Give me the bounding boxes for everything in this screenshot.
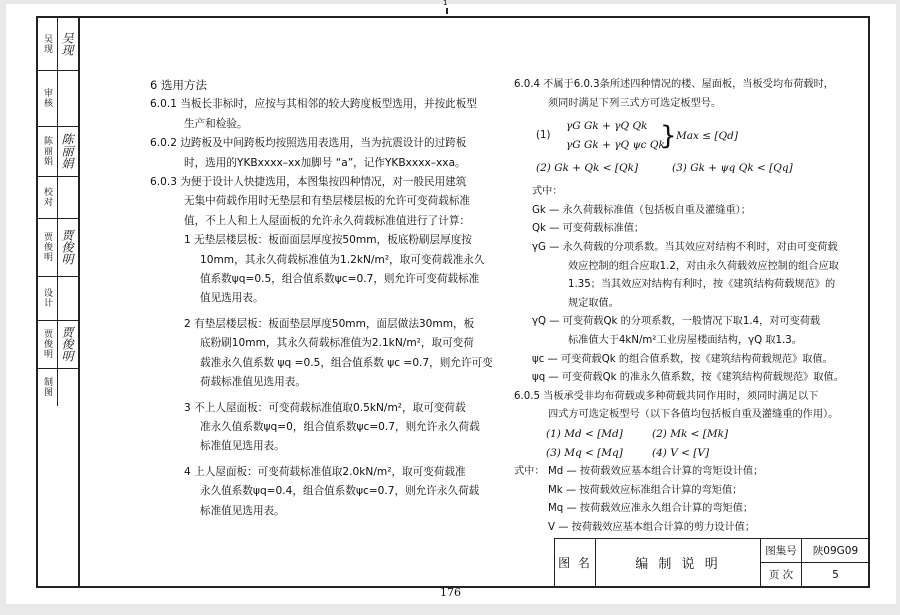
definition: γG — 永久荷载的分项系数。当其效应对结构不利时，对由可变荷载 xyxy=(532,241,838,253)
formula-line: γG Gk + γQ Qk xyxy=(566,120,648,133)
title-name-label: 图 名 xyxy=(555,539,596,587)
definition: ψc — 可变荷载Qk 的组合值系数，按《建筑结构荷载规范》取值。 xyxy=(532,353,833,365)
sidebar-label: 吴现 xyxy=(38,18,58,70)
sidebar-row xyxy=(38,320,78,369)
definition: Gk — 永久荷载标准值（包括板自重及灌缝重）； xyxy=(532,204,751,216)
page-number: 176 xyxy=(440,586,461,599)
sidebar-row xyxy=(38,218,78,277)
list-item-text: 10mm，其永久荷载标准值为1.2kN/m²，取可变荷载准永久 xyxy=(200,253,485,266)
formula-row xyxy=(514,159,864,179)
definitions-2 xyxy=(514,463,864,537)
clause-text: 四式方可选定板型号（以下各值均包括板自重及灌缝重的作用）。 xyxy=(548,409,839,421)
list-item: 1 无垫层楼层板：板面面层厚度按50mm，板底粉刷层厚度按 xyxy=(184,234,472,247)
sidebar-row xyxy=(38,126,78,177)
sidebar-label: 贾俊明 xyxy=(38,218,58,276)
clause-6-0-2: 6.0.2 边跨板及中间跨板均按照选用表选用，当为抗震设计的过跨板 xyxy=(150,137,467,150)
top-mark: 1 xyxy=(443,0,448,7)
list-item-text: 准永久值系数ψq=0，组合值系数ψc=0.7，则允许永久荷载 xyxy=(200,420,480,433)
where-label: 式中： xyxy=(514,465,545,477)
signature xyxy=(57,176,78,218)
list-item-text: 荷载标准值见选用表。 xyxy=(200,376,306,389)
clause-text: 须同时满足下列三式方可选定板型号。 xyxy=(548,97,722,109)
list-item-text: 标准值见选用表。 xyxy=(200,504,285,517)
left-column xyxy=(150,76,495,521)
sidebar-label: 审核 xyxy=(38,70,58,126)
clause-text: 无集中荷载作用时无垫层和有垫层楼层板的允许可变荷载标准 xyxy=(184,195,471,208)
formula-number: (1) xyxy=(536,130,551,142)
definition-text: 标准值大于4kN/m²工业房屋楼面结构，γQ 取1.3。 xyxy=(568,334,802,346)
where-label: 式中： xyxy=(532,186,563,198)
signature xyxy=(57,70,78,126)
atlas-label: 图集号 xyxy=(761,539,802,563)
definition: ψq — 可变荷载Qk 的准永久值系数，按《建筑结构荷载规范》取值。 xyxy=(532,372,844,384)
sidebar-label: 制图 xyxy=(38,368,58,406)
drawing-sheet xyxy=(6,4,896,604)
list-item: 2 有垫层楼层板：板面垫层厚度50mm，面层做法30mm，板 xyxy=(184,317,475,330)
definition-text: 效应控制的组合应取1.2，对由永久荷载效应控制的组合应取 xyxy=(568,260,839,272)
title-name: 编 制 说 明 xyxy=(596,539,761,587)
sidebar-row xyxy=(38,368,78,406)
definition-text: 1.35；当其效应对结构有利时，按《建筑结构荷载规范》的 xyxy=(568,279,836,291)
condition: (3) Mq < [Mq] xyxy=(546,446,623,459)
sidebar-row xyxy=(38,276,78,321)
page-label: 页 次 xyxy=(761,563,802,587)
signature xyxy=(57,368,78,406)
sidebar-label: 校对 xyxy=(38,176,58,218)
list-item-text: 值见选用表。 xyxy=(200,292,264,305)
signature: 陈丽娟 xyxy=(60,133,74,169)
clause-6-0-1: 6.0.1 当板长非标时，应按与其相邻的较大跨度板型选用，并按此板型 xyxy=(150,98,477,111)
signature: 贾俊明 xyxy=(60,229,74,265)
sidebar-label: 设计 xyxy=(38,276,58,320)
list-item-text: 值系数ψq=0.5，组合值系数ψc=0.7，则允许可变荷载标准 xyxy=(200,273,480,286)
signature: 贾俊明 xyxy=(60,326,74,362)
top-tick-mark xyxy=(446,8,448,14)
condition: (4) V < [V] xyxy=(652,446,710,459)
brace-icon: } xyxy=(660,121,677,152)
signature xyxy=(57,276,78,320)
definition: V — 按荷载效应基本组合计算的剪力设计值； xyxy=(548,521,756,533)
list-item: 4 上人屋面板：可变荷载标准值取2.0kN/m²，取可变荷载准 xyxy=(184,465,466,478)
formula-line: γG Gk + γQ ψc Qk xyxy=(566,139,665,152)
list-item-text: 载准永久值系数 ψq =0.5，组合值系数 ψc =0.7，则允许可变 xyxy=(200,356,493,369)
section-heading: 6 选用方法 xyxy=(150,78,207,92)
clause-text: 生产和检验。 xyxy=(184,117,248,130)
clause-6-0-5: 6.0.5 当板承受非均布荷载或多种荷载共同作用时，须同时满足以下 xyxy=(514,390,819,402)
formula-1 xyxy=(514,117,864,159)
definition: γQ — 可变荷载Qk 的分项系数，一般情况下取1.4，对可变荷载 xyxy=(532,316,821,328)
list-item-text: 标准值见选用表。 xyxy=(200,440,285,453)
condition: (2) Mk < [Mk] xyxy=(652,427,729,440)
sidebar-row xyxy=(38,18,78,71)
page-value: 5 xyxy=(802,563,870,587)
clause-6-0-3: 6.0.3 为便于设计人快捷选用，本图集按四种情况，对一般民用建筑 xyxy=(150,176,467,189)
list-item-text: 永久值系数ψq=0.4，组合值系数ψc=0.7，则允许永久荷载 xyxy=(200,485,480,498)
formula-2: (2) Gk + Qk < [Qk] xyxy=(536,162,639,175)
signature: 吴现 xyxy=(60,32,74,56)
sidebar-row xyxy=(38,70,78,127)
title-block xyxy=(554,538,870,587)
clause-6-0-4: 6.0.4 不属于6.0.3条所述四种情况的楼、屋面板，当板受均布荷载时， xyxy=(514,79,834,90)
condition-grid xyxy=(514,425,864,463)
list-item-text: 底粉刷10mm，其永久荷载标准值为2.1kN/m²，取可变荷 xyxy=(200,337,474,350)
formula-max: Max ≤ [Qd] xyxy=(676,130,738,143)
list-item: 3 不上人屋面板：可变荷载标准值取0.5kN/m²，取可变荷载 xyxy=(184,401,466,414)
sidebar-label: 贾俊明 xyxy=(38,320,58,368)
clause-text: 时，选用的YKBxxxx–xx加脚号 “a”，记作YKBxxxx–xxa。 xyxy=(184,156,466,169)
definition: Md — 按荷载效应基本组合计算的弯矩设计值； xyxy=(548,465,764,477)
sidebar-row xyxy=(38,176,78,219)
condition: (1) Md < [Md] xyxy=(546,427,623,440)
definition-text: 规定取值。 xyxy=(568,297,619,309)
definition: Qk — 可变荷载标准值； xyxy=(532,223,645,235)
atlas-value: 陕09G09 xyxy=(802,539,870,563)
clause-text: 值，不上人和上人屋面板的允许永久荷载标准值进行了计算： xyxy=(184,214,471,227)
definition: Mk — 按荷载效应标准组合计算的弯矩值； xyxy=(548,484,743,496)
right-column xyxy=(514,76,864,537)
sidebar-label: 陈丽娟 xyxy=(38,126,58,176)
signature-column xyxy=(36,16,78,588)
formula-3: (3) Gk + ψq Qk < [Qq] xyxy=(672,162,793,175)
definition: Mq — 按荷载效应准永久组合计算的弯矩值； xyxy=(548,503,754,515)
